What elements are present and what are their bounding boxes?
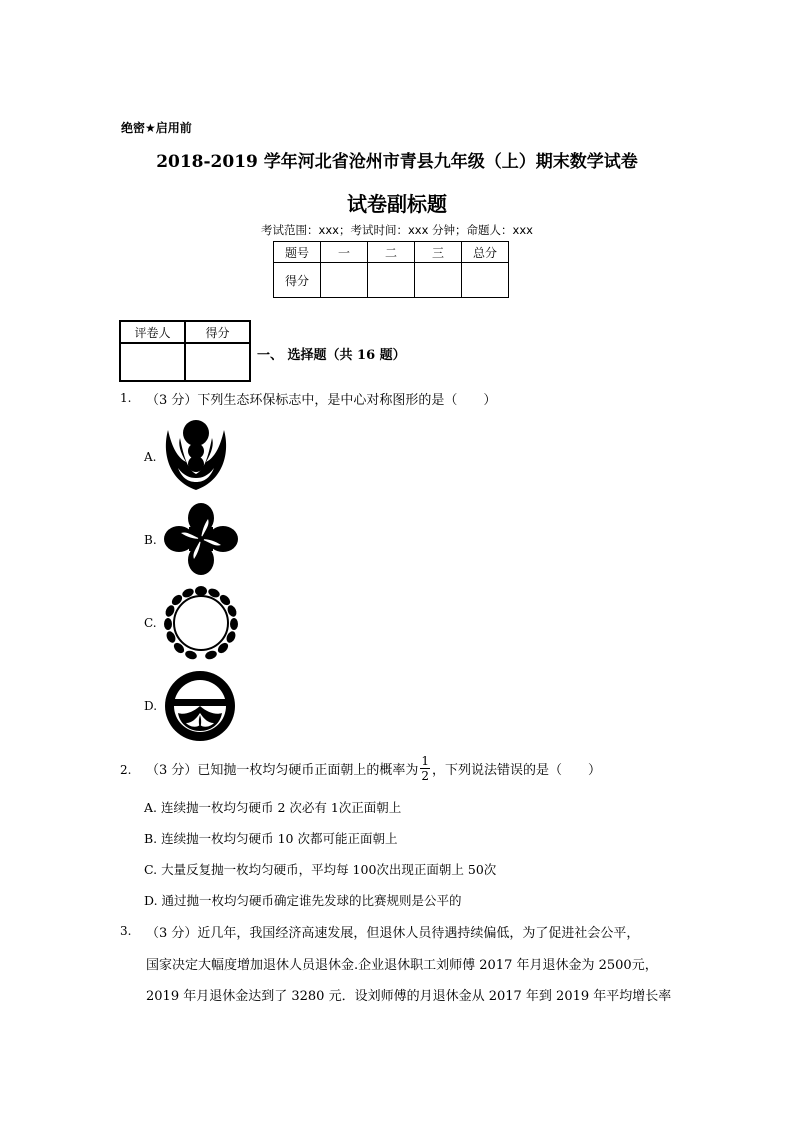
fraction bbox=[420, 754, 430, 783]
question-number: 3. bbox=[120, 924, 132, 938]
score-header-label: 题号 bbox=[274, 242, 321, 263]
secret-mark: 绝密★启用前 bbox=[121, 121, 192, 135]
question-text bbox=[146, 754, 601, 783]
option-label-c: C. bbox=[144, 616, 157, 630]
question-text: （3 分）下列生态环保标志中，是中心对称图形的是（ ） bbox=[146, 393, 497, 408]
option-label-a: A. bbox=[144, 450, 157, 464]
score-table bbox=[273, 241, 509, 298]
question-text-before: （3 分）已知抛一枚均匀硬币正面朝上的概率为 bbox=[146, 763, 419, 778]
fraction-denominator: 2 bbox=[421, 769, 430, 783]
laurel-wreath-icon bbox=[161, 585, 241, 661]
exam-subtitle: 试卷副标题 bbox=[347, 192, 447, 216]
option-label-d: D. bbox=[144, 699, 158, 713]
question-line: 2019 年月退休金达到了 3280 元．设刘师傅的月退休金从 2017 年到 2019 年平均增长率 bbox=[146, 989, 672, 1004]
score-header-3: 三 bbox=[415, 242, 462, 263]
section-title: 一、 选择题（共 16 题） bbox=[257, 348, 406, 363]
grader-table bbox=[119, 320, 251, 382]
question-line: 国家决定大幅度增加退休人员退休金.企业退休职工刘师傅 2017 年月退休金为 2500元， bbox=[146, 958, 658, 973]
score-cell bbox=[415, 263, 462, 298]
exam-info: 考试范围：xxx；考试时间：xxx 分钟；命题人：xxx bbox=[261, 223, 533, 237]
question-number: 2. bbox=[120, 763, 132, 777]
option-label-b: B. bbox=[144, 533, 157, 547]
question-text-after: ，下列说法错误的是（ ） bbox=[432, 763, 602, 778]
score-header-2: 二 bbox=[368, 242, 415, 263]
question-number: 1. bbox=[120, 391, 132, 405]
grader-score-cell bbox=[185, 343, 250, 381]
grader-header: 评卷人 bbox=[120, 321, 185, 343]
score-row-label: 得分 bbox=[274, 263, 321, 298]
option-c: C. 大量反复抛一枚均匀硬币，平均每 100次出现正面朝上 50次 bbox=[144, 862, 497, 877]
option-b: B. 连续抛一枚均匀硬币 10 次都可能正面朝上 bbox=[144, 831, 398, 846]
score-header-1: 一 bbox=[321, 242, 368, 263]
score-header-total: 总分 bbox=[462, 242, 509, 263]
score-cell bbox=[462, 263, 509, 298]
steering-leaf-icon bbox=[162, 669, 238, 743]
exam-title: 2018-2019 学年河北省沧州市青县九年级（上）期末数学试卷 bbox=[156, 152, 638, 172]
score-cell bbox=[368, 263, 415, 298]
lotus-eco-icon bbox=[160, 418, 232, 494]
grader-cell bbox=[120, 343, 185, 381]
fraction-numerator: 1 bbox=[421, 754, 430, 768]
option-d: D. 通过抛一枚均匀硬币确定谁先发球的比赛规则是公平的 bbox=[144, 893, 462, 908]
four-petal-flower-icon bbox=[162, 501, 240, 577]
grader-score-header: 得分 bbox=[185, 321, 250, 343]
option-a: A. 连续抛一枚均匀硬币 2 次必有 1次正面朝上 bbox=[144, 800, 402, 815]
score-cell bbox=[321, 263, 368, 298]
question-line: （3 分）近几年，我国经济高速发展，但退休人员待遇持续偏低，为了促进社会公平， bbox=[146, 926, 640, 941]
